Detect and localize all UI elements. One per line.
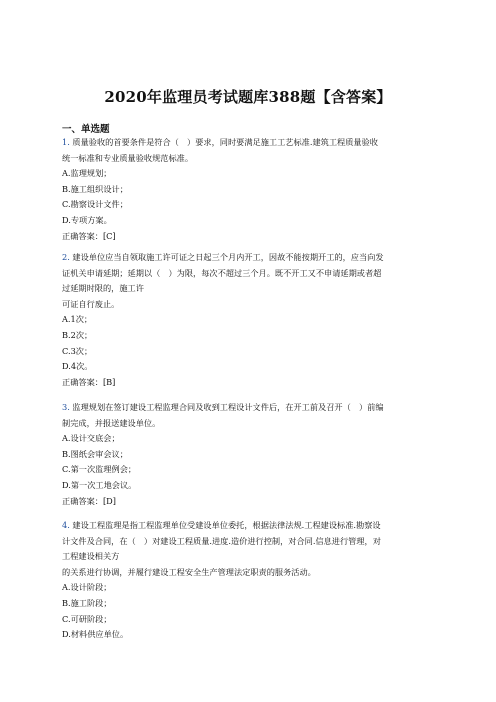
question-number: 3. [62,402,70,412]
question-number: 2. [62,252,70,262]
option-a: A.1次； [62,314,93,325]
question-3-line-2: 制完成，并报送建设单位。 [62,417,161,428]
question-2-line-3: 过延期时限的，施工许 [62,283,144,294]
option-d: D.第一次工地会议。 [62,479,137,490]
question-2 [62,250,440,390]
question-1-line-1: 1. 质量验收的首要条件是符合（ ）要求，同时要满足施工工艺标准.建筑工程质量验收 [62,137,378,147]
option-d: D.专项方案。 [62,214,112,225]
question-2-line-1: 2. 建设单位应当自领取施工许可证之日起三个月内开工，因故不能按期开工的，应当向发 [62,252,384,262]
question-1-line-2: 统一标准和专业质量验收规范标准。 [62,152,194,163]
question-4-line-3: 工程建设相关方 [62,551,120,562]
question-4-line-4: 的关系进行协调，并履行建设工程安全生产管理法定职责的服务活动。 [62,566,316,577]
option-d: D.4次。 [62,361,93,372]
question-4 [62,518,440,643]
option-c: C.第一次监理例会； [62,464,137,475]
question-1 [62,135,440,244]
option-a: A.设计阶段； [62,582,112,593]
question-2-line-2: 证机关申请延期；延期以（ ）为限，每次不超过三个月。既不开工又不申请延期或者超 [62,267,382,278]
question-3-line-1: 3. 监理规划在签订建设工程监理合同及收到工程设计文件后，在开工前及召开（ ）前编 [62,402,384,412]
option-c: C.勘察设计文件； [62,199,128,210]
document-title: 2020年监理员考试题库388题【含答案】 [104,88,392,106]
option-b: B.2次； [62,329,93,340]
question-3 [62,400,440,509]
question-2-line-4: 可证自行废止。 [62,298,120,309]
option-b: B.施工组织设计； [62,183,128,194]
answer-text: 正确答案：[B] [62,376,116,387]
option-b: B.图纸会审会议； [62,448,128,459]
answer-text: 正确答案：[C] [62,230,116,241]
question-4-line-1: 4. 建设工程监理是指工程监理单位受建设单位委托，根据法律法规.工程建设标准.勘察设 [62,520,381,530]
answer-text: 正确答案：[D] [62,495,116,506]
option-d: D.材料供应单位。 [62,629,129,640]
section-heading: 一、单选题 [62,124,110,135]
question-4-line-2: 计文件及合同，在（ ）对建设工程质量.进度.造价进行控制，对合同.信息进行管理，对 [62,535,381,546]
option-a: A.设计交底会； [62,433,120,444]
option-c: C.可研阶段； [62,613,112,624]
option-a: A.监理规划； [62,168,112,179]
option-b: B.施工阶段； [62,597,112,608]
question-number: 4. [62,520,70,530]
option-c: C.3次； [62,345,93,356]
question-number: 1. [62,137,70,147]
